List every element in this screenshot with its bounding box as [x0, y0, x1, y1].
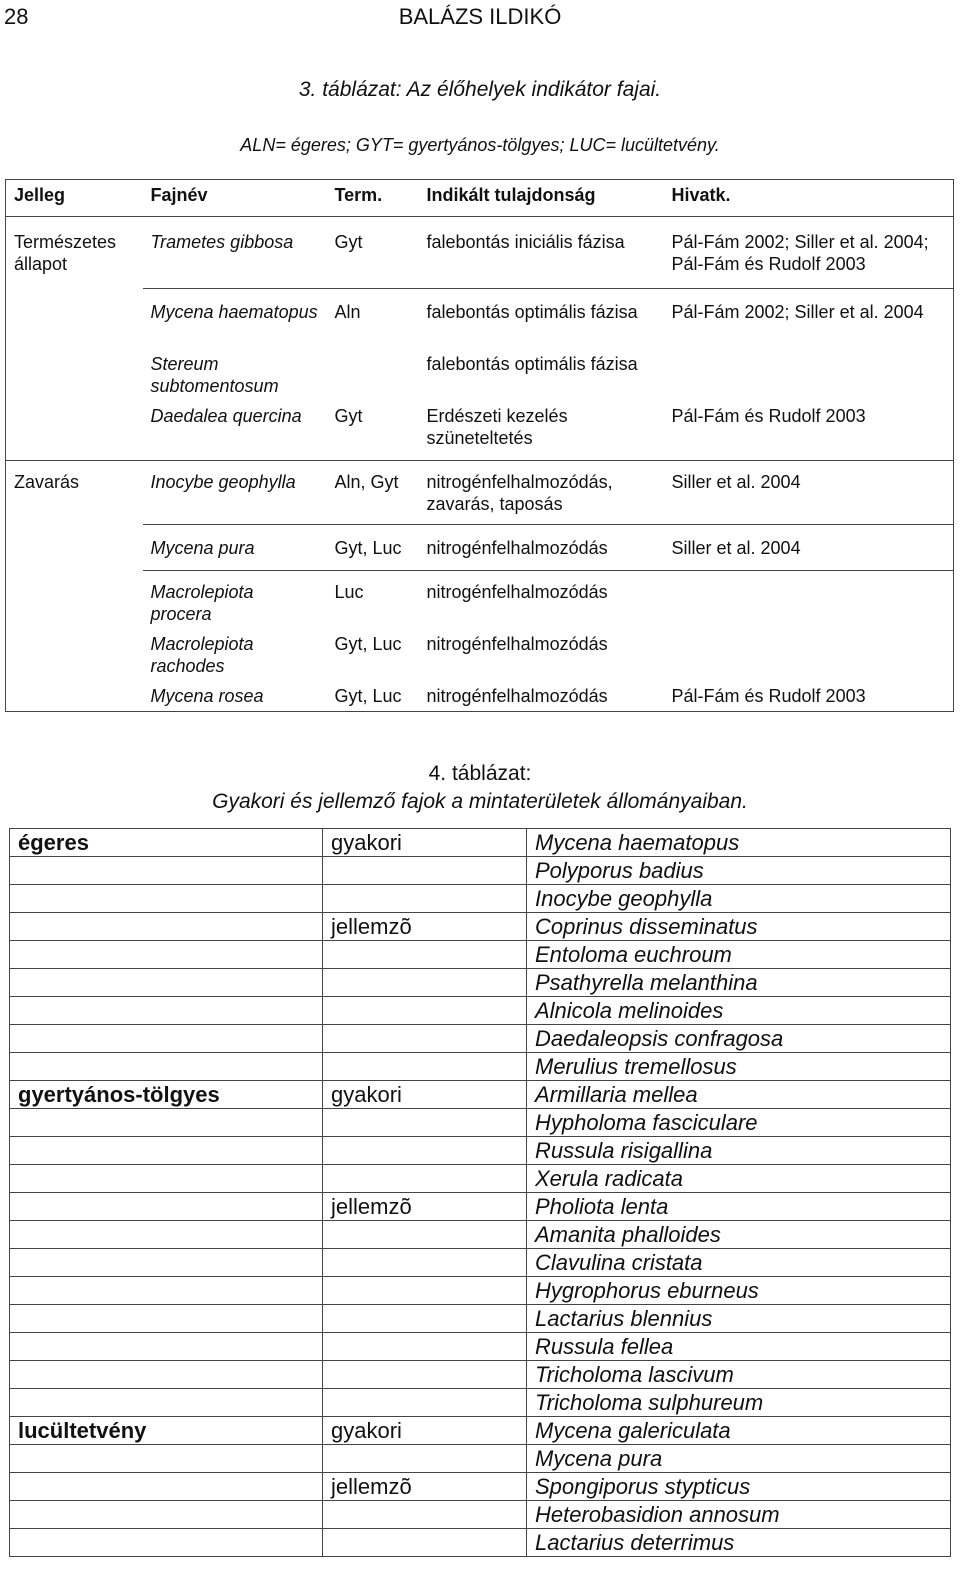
table-row — [10, 829, 951, 857]
habitat-code-cell: Gyt, Luc — [334, 686, 402, 706]
table-row — [10, 941, 951, 969]
table-row — [10, 1081, 951, 1109]
frequency-category-cell — [323, 1361, 527, 1389]
table-row — [6, 571, 954, 630]
reference-cell — [664, 629, 954, 681]
frequency-category-cell — [323, 1137, 527, 1165]
species-name-cell: Daedaleopsis confragosa — [527, 1025, 951, 1053]
reference-cell: Pál-Fám 2002; Siller et al. 2004 — [664, 289, 954, 349]
frequency-category-cell: jellemzõ — [323, 913, 527, 941]
habitat-code-cell — [327, 349, 419, 401]
habitat-cell — [10, 1361, 323, 1389]
table4-title-caption: Gyakori és jellemző fajok a mintaterületek állományaiban. — [212, 790, 748, 813]
table-row — [10, 913, 951, 941]
jelleg-cell — [6, 289, 143, 349]
table-row — [10, 1053, 951, 1081]
table-row — [10, 1417, 951, 1445]
table-row — [10, 1501, 951, 1529]
table-header-row — [6, 180, 954, 217]
frequency-category-cell — [323, 1165, 527, 1193]
column-header: Jelleg — [6, 180, 143, 217]
species-name-cell: Inocybe geophylla — [527, 885, 951, 913]
habitat-cell — [10, 1305, 323, 1333]
reference-cell — [664, 349, 954, 401]
table-row — [10, 997, 951, 1025]
frequency-category-cell — [323, 1333, 527, 1361]
species-name-cell: Tricholoma sulphureum — [527, 1389, 951, 1417]
table-row — [10, 1333, 951, 1361]
species-name-cell: Stereum subtomentosum — [150, 353, 279, 396]
species-name-cell: Macrolepiota rachodes — [150, 634, 254, 676]
species-name-cell: Entoloma euchroum — [527, 941, 951, 969]
species-name-cell: Russula fellea — [527, 1333, 951, 1361]
species-name-cell: Mycena haematopus — [527, 829, 951, 857]
habitat-cell — [10, 1529, 323, 1557]
species-name-cell: Macrolepiota procera — [143, 571, 327, 630]
habitat-cell: gyertyános-tölgyes — [10, 1081, 323, 1109]
table-row — [10, 1445, 951, 1473]
habitat-cell — [10, 1025, 323, 1053]
species-name-cell: Tricholoma lascivum — [527, 1361, 951, 1389]
indicated-property-cell: nitrogénfelhalmozódás — [419, 525, 664, 571]
habitat-cell — [10, 1389, 323, 1417]
table-row — [10, 1137, 951, 1165]
reference-cell: Pál-Fám és Rudolf 2003 — [671, 405, 866, 426]
indicated-property-cell: Erdészeti kezelés szüneteltetés — [426, 405, 568, 448]
frequency-category-cell — [323, 1389, 527, 1417]
species-table-body — [10, 829, 951, 1557]
frequency-category-cell — [323, 1109, 527, 1137]
column-header: Term. — [327, 180, 419, 217]
frequency-category-cell — [323, 1025, 527, 1053]
table-row — [10, 1109, 951, 1137]
table-row — [10, 885, 951, 913]
table-row — [6, 681, 954, 712]
page-header — [0, 0, 960, 32]
habitat-cell — [10, 1501, 323, 1529]
species-name-cell: Lactarius deterrimus — [527, 1529, 951, 1557]
species-name-cell: Hypholoma fasciculare — [527, 1109, 951, 1137]
species-name-cell: Trametes gibbosa — [150, 232, 294, 252]
habitat-cell — [10, 857, 323, 885]
indicator-species-table — [5, 179, 954, 712]
page-number: 28 — [4, 4, 29, 29]
frequency-category-cell: gyakori — [323, 1417, 527, 1445]
habitat-code-cell: Aln — [327, 289, 419, 349]
table-row — [10, 1361, 951, 1389]
species-name-cell: Mycena pura — [143, 525, 327, 571]
frequency-category-cell — [323, 1277, 527, 1305]
frequency-category-cell — [323, 969, 527, 997]
species-name-cell: Polyporus badius — [527, 857, 951, 885]
table-row — [6, 289, 954, 349]
indicated-property-cell: nitrogénfelhalmozódás — [426, 686, 608, 706]
indicator-table-body — [6, 180, 954, 712]
species-name-cell: Russula risigallina — [527, 1137, 951, 1165]
habitat-cell — [10, 1333, 323, 1361]
table-row — [10, 1277, 951, 1305]
frequency-category-cell — [323, 1053, 527, 1081]
frequency-category-cell — [323, 997, 527, 1025]
jelleg-cell — [6, 629, 143, 681]
table-row — [10, 857, 951, 885]
frequency-category-cell: jellemzõ — [323, 1193, 527, 1221]
table4-title-number: 4. táblázat: — [428, 762, 532, 785]
species-name-cell: Amanita phalloides — [527, 1221, 951, 1249]
species-name-cell: Alnicola melinoides — [527, 997, 951, 1025]
table-row — [10, 969, 951, 997]
column-header: Indikált tulajdonság — [419, 180, 664, 217]
table-row — [10, 1305, 951, 1333]
table-row — [10, 1221, 951, 1249]
frequency-category-cell — [323, 941, 527, 969]
habitat-cell — [10, 1445, 323, 1473]
table-row — [10, 1473, 951, 1501]
table-row — [10, 1529, 951, 1557]
habitat-cell: égeres — [10, 829, 323, 857]
frequency-category-cell: jellemzõ — [323, 1473, 527, 1501]
common-species-table — [9, 828, 951, 1557]
indicated-property-cell: nitrogénfelhalmozódás, zavarás, taposás — [419, 461, 664, 525]
frequency-category-cell: gyakori — [323, 829, 527, 857]
habitat-cell — [10, 1249, 323, 1277]
species-name-cell: Coprinus disseminatus — [527, 913, 951, 941]
table-row — [6, 217, 954, 289]
species-name-cell: Clavulina cristata — [527, 1249, 951, 1277]
indicated-property-cell: nitrogénfelhalmozódás — [426, 634, 608, 654]
species-name-cell: Armillaria mellea — [527, 1081, 951, 1109]
habitat-cell — [10, 1277, 323, 1305]
jelleg-cell — [6, 681, 143, 712]
indicated-property-cell: falebontás iniciális fázisa — [426, 232, 625, 252]
indicated-property-cell: falebontás optimális fázisa — [419, 289, 664, 349]
table-row — [10, 1249, 951, 1277]
habitat-code-cell: Gyt, Luc — [327, 525, 419, 571]
habitat-cell — [10, 941, 323, 969]
species-name-cell: Daedalea quercina — [150, 405, 302, 426]
habitat-code-cell: Aln, Gyt — [327, 461, 419, 525]
habitat-cell — [10, 1165, 323, 1193]
habitat-code-cell: Luc — [327, 571, 419, 630]
frequency-category-cell: gyakori — [323, 1081, 527, 1109]
habitat-code-cell: Gyt — [334, 232, 363, 252]
jelleg-cell: Zavarás — [6, 461, 143, 525]
jelleg-cell — [6, 571, 143, 630]
frequency-category-cell — [323, 1305, 527, 1333]
habitat-cell — [10, 1137, 323, 1165]
species-name-cell: Psathyrella melanthina — [527, 969, 951, 997]
reference-cell: Siller et al. 2004 — [664, 525, 954, 571]
species-name-cell: Heterobasidion annosum — [527, 1501, 951, 1529]
jelleg-cell: Természetes állapot — [14, 232, 117, 274]
species-name-cell: Mycena rosea — [150, 686, 264, 706]
table-row — [10, 1025, 951, 1053]
species-name-cell: Xerula radicata — [527, 1165, 951, 1193]
species-name-cell: Merulius tremellosus — [527, 1053, 951, 1081]
frequency-category-cell — [323, 857, 527, 885]
frequency-category-cell — [323, 1221, 527, 1249]
frequency-category-cell — [323, 1249, 527, 1277]
habitat-code-cell: Gyt — [334, 405, 363, 426]
indicated-property-cell: nitrogénfelhalmozódás — [419, 571, 664, 630]
habitat-cell — [10, 1473, 323, 1501]
reference-cell: Siller et al. 2004 — [664, 461, 954, 525]
species-name-cell: Pholiota lenta — [527, 1193, 951, 1221]
table-row — [10, 1165, 951, 1193]
species-name-cell: Mycena haematopus — [143, 289, 327, 349]
species-name-cell: Inocybe geophylla — [143, 461, 327, 525]
table-row — [6, 401, 954, 461]
table-row — [10, 1193, 951, 1221]
reference-cell: Pál-Fám 2002; Siller et al. 2004; Pál-Fám és Rudolf 2003 — [671, 232, 929, 274]
jelleg-cell — [6, 525, 143, 571]
jelleg-cell — [6, 349, 143, 401]
table3-title: 3. táblázat: Az élőhelyek indikátor fajai. — [298, 78, 662, 101]
table3-subtitle: ALN= égeres; GYT= gyertyános-tölgyes; LUC= lucültetvény. — [240, 135, 720, 155]
indicated-property-cell: falebontás optimális fázisa — [426, 353, 638, 374]
frequency-category-cell — [323, 1529, 527, 1557]
reference-cell — [664, 571, 954, 630]
habitat-cell — [10, 913, 323, 941]
habitat-cell — [10, 969, 323, 997]
column-header: Hivatk. — [664, 180, 954, 217]
habitat-cell — [10, 1109, 323, 1137]
table-row — [6, 349, 954, 401]
species-name-cell: Mycena galericulata — [527, 1417, 951, 1445]
species-name-cell: Spongiporus stypticus — [527, 1473, 951, 1501]
table-row — [6, 525, 954, 571]
habitat-cell: lucültetvény — [10, 1417, 323, 1445]
frequency-category-cell — [323, 1501, 527, 1529]
habitat-cell — [10, 885, 323, 913]
species-name-cell: Lactarius blennius — [527, 1305, 951, 1333]
table4-title — [0, 760, 960, 816]
running-head-author: BALÁZS ILDIKÓ — [398, 4, 562, 29]
species-name-cell: Mycena pura — [527, 1445, 951, 1473]
table-row — [6, 461, 954, 525]
habitat-code-cell: Gyt, Luc — [334, 634, 402, 654]
jelleg-cell — [6, 401, 143, 461]
column-header: Fajnév — [143, 180, 327, 217]
reference-cell: Pál-Fám és Rudolf 2003 — [671, 686, 866, 706]
frequency-category-cell — [323, 1445, 527, 1473]
habitat-cell — [10, 1221, 323, 1249]
frequency-category-cell — [323, 885, 527, 913]
table-row — [10, 1389, 951, 1417]
species-name-cell: Hygrophorus eburneus — [527, 1277, 951, 1305]
habitat-cell — [10, 1053, 323, 1081]
habitat-cell — [10, 997, 323, 1025]
habitat-cell — [10, 1193, 323, 1221]
table-row — [6, 629, 954, 681]
